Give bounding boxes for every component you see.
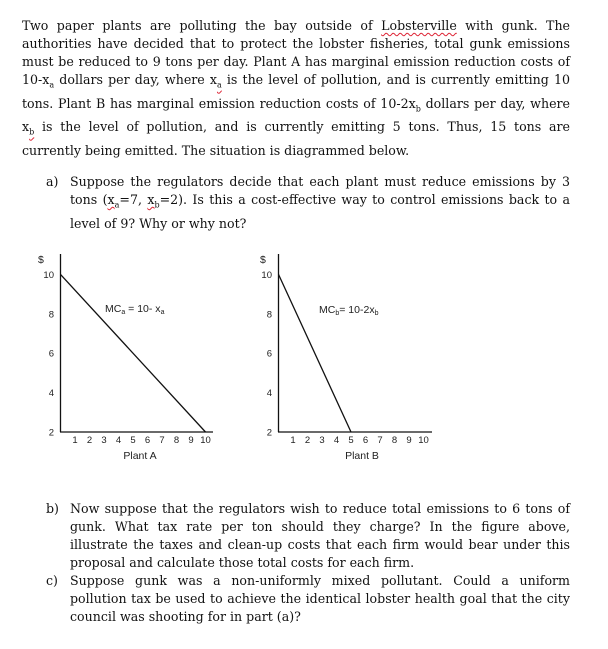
question-marker: a)	[46, 174, 59, 189]
y-tick-label: 6	[266, 348, 272, 360]
variable: x	[147, 192, 155, 207]
mc-b-label: MCb= 10-2xb	[319, 304, 379, 317]
x-tick-label: 2	[304, 435, 311, 446]
x-tick-label: 5	[130, 435, 136, 446]
plant-a-chart	[20, 240, 240, 470]
mc-b-line	[279, 274, 352, 432]
question-a	[46, 173, 570, 233]
question-text-part: =2). Is this a cost-effective way to control emissions back to a level of 9? Why or why not?	[70, 192, 570, 231]
x-tick-label: 4	[333, 435, 340, 446]
plant-b-chart	[240, 240, 440, 470]
intro-text: is the level of pollution, and is currently emitting 5 tons. Thus, 15 tons are currently being emitted. The situation is diagrammed below.	[22, 119, 570, 158]
question-c	[46, 572, 570, 626]
y-tick-label: 10	[261, 269, 272, 281]
intro-text: is the level of pollution, and is currently emitting 10 tons. Plant B has marginal emission reduction costs of 10-2x	[22, 72, 570, 111]
y-axis-label: $	[260, 254, 266, 266]
y-tick-label: 4	[266, 388, 272, 400]
subscript: a	[49, 80, 55, 90]
x-tick-label: 3	[101, 435, 107, 446]
intro-text: Two paper plants are polluting the bay outside of	[22, 18, 382, 33]
y-tick-label: 10	[43, 269, 54, 281]
x-tick-label: 10	[200, 435, 211, 446]
variable: x	[107, 192, 115, 207]
x-tick-label: 9	[188, 435, 194, 446]
subscript: b	[29, 127, 35, 137]
y-tick-label: 8	[48, 309, 54, 321]
y-tick-label: 2	[266, 427, 272, 439]
y-tick-label: 6	[48, 348, 54, 360]
x-tick-label: 2	[86, 435, 93, 446]
subscript: a	[216, 80, 222, 90]
x-tick-label: 1	[72, 435, 78, 446]
y-tick-label: 4	[48, 388, 54, 400]
mc-a-line	[61, 274, 206, 432]
x-tick-label: 5	[348, 435, 354, 446]
x-axis-label: Plant A	[123, 450, 157, 462]
x-tick-label: 1	[290, 435, 296, 446]
x-tick-label: 6	[144, 435, 151, 446]
question-b	[46, 500, 570, 572]
x-tick-label: 8	[391, 435, 398, 446]
question-text	[70, 173, 570, 233]
mc-a-label: MCa = 10- xa	[105, 303, 165, 316]
subscript: b	[154, 200, 160, 210]
x-tick-label: 6	[362, 435, 369, 446]
subscript: a	[114, 200, 120, 210]
question-text: Now suppose that the regulators wish to reduce total emissions to 6 tons of gunk. What tax rate per ton should they charge? In the figure above, illustrate the taxes and clean-up costs that each firm would bear under this proposal and calculate those total costs for each firm.	[70, 501, 570, 570]
question-marker: c)	[46, 573, 58, 588]
x-axis-label: Plant B	[345, 450, 379, 462]
question-text-part: =7,	[119, 192, 148, 207]
variable-xa	[107, 192, 120, 210]
town-name: Lobsterville	[381, 18, 457, 33]
intro-text: dollars per day, where x	[54, 72, 217, 87]
intro-text: with gunk. The authorities have decided that to protect the lobster fisheries, total gunk emissions must be reduced to 9 tons per day. Plant A has marginal emission reduction costs of 10-x	[22, 18, 571, 87]
variable-xb	[147, 192, 160, 210]
y-tick-label: 8	[266, 309, 272, 321]
x-tick-label: 4	[115, 435, 122, 446]
y-tick-label: 2	[48, 427, 54, 439]
y-axis-label: $	[38, 254, 44, 266]
x-tick-label: 7	[159, 435, 165, 446]
intro-paragraph	[22, 17, 570, 160]
subscript: b	[415, 104, 421, 114]
question-marker: b)	[46, 501, 59, 516]
question-text-part: Suppose the regulators decide that each plant must reduce emissions by 3 tons (	[70, 174, 570, 207]
x-tick-label: 7	[377, 435, 383, 446]
intro-text: dollars per day, where x	[22, 95, 570, 135]
x-tick-label: 10	[418, 435, 429, 446]
question-text: Suppose gunk was a non-uniformly mixed pollutant. Could a uniform pollution tax be used to achieve the identical lobster health goal that the city council was shooting for in part (a)?	[70, 573, 570, 624]
x-tick-label: 8	[173, 435, 180, 446]
x-tick-label: 3	[319, 435, 325, 446]
x-tick-label: 9	[406, 435, 412, 446]
